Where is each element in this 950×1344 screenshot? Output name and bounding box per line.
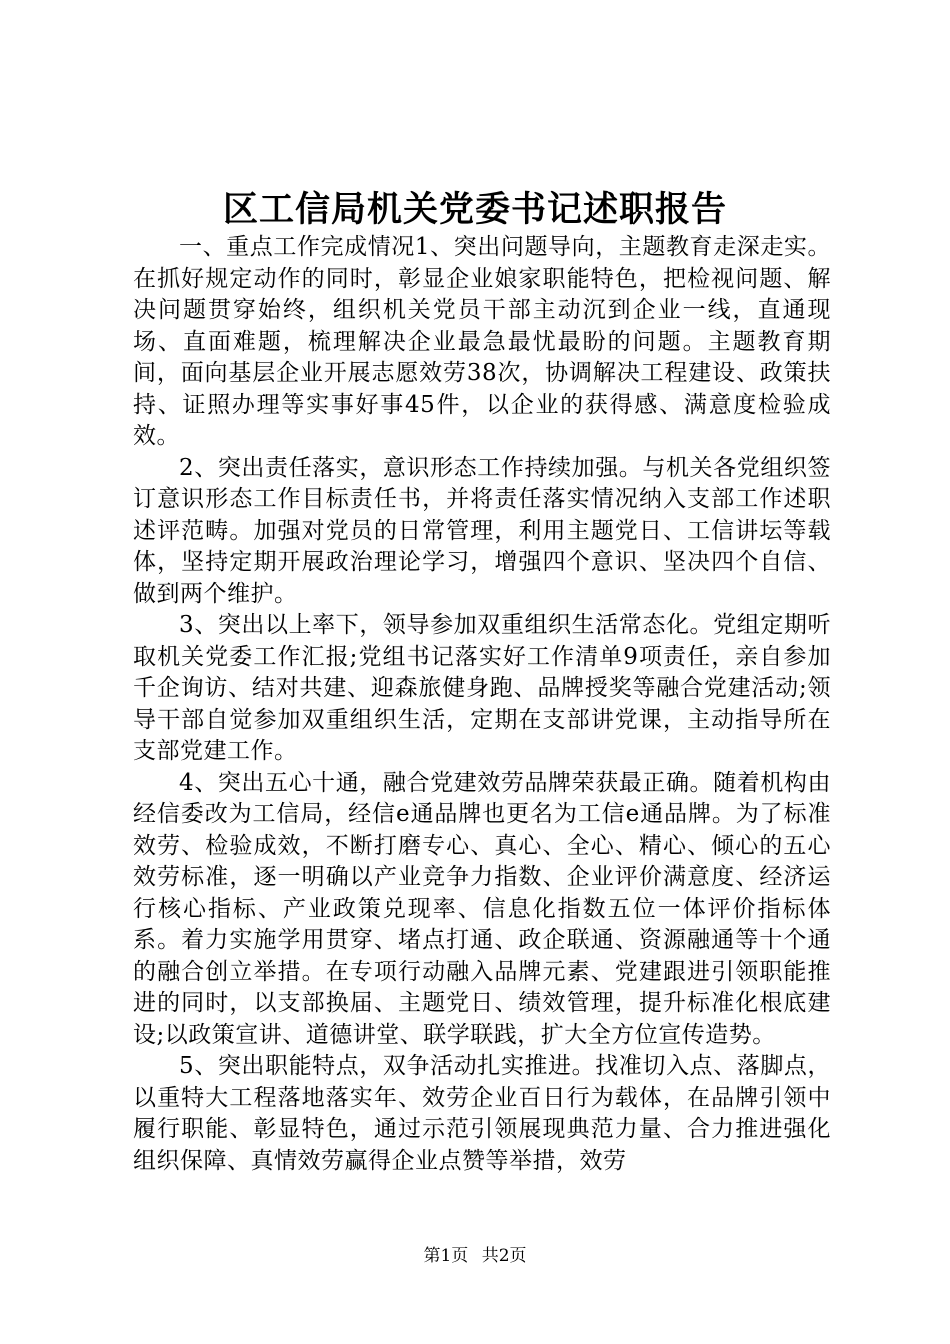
document-title: 区工信局机关党委书记述职报告 (222, 189, 727, 230)
paragraph-4: 4、突出五心十通，融合党建效劳品牌荣获最正确。随着机构由经信委改为工信局，经信e通品牌也更名为工信e通品牌。为了标准效劳、检验成效，不断打磨专心、真心、全心、精心、倾心的五心效劳标准，逐一明确以产业竞争力指数、企业评价满意度、经济运行核心指标、产业政策兑现率、信息化指数五位一体评价指标体系。着力实施学用贯穿、堵点打通、政企联通、资源融通等十个通的融合创立举措。在专项行动融入品牌元素、党建跟进引领职能推进的同时，以支部换届、主题党日、绩效管理，提升标准化根底建设;以政策宣讲、道德讲堂、联学联践，扩大全方位宣传造势。 (133, 769, 831, 1048)
paragraph-2: 2、突出责任落实，意识形态工作持续加强。与机关各党组织签订意识形态工作目标责任书，并将责任落实情况纳入支部工作述职述评范畴。加强对党员的日常管理，利用主题党日、工信讲坛等载体，坚持定期开展政治理论学习，增强四个意识、坚决四个自信、做到两个维护。 (133, 454, 831, 607)
page-number: 第1页 (423, 1246, 469, 1266)
paragraph-1: 一、重点工作完成情况1、突出问题导向，主题教育走深走实。在抓好规定动作的同时，彰显企业娘家职能特色，把检视问题、解决问题贯穿始终，组织机关党员干部主动沉到企业一线，直通现场、直面难题，梳理解决企业最急最忧最盼的问题。主题教育期间，面向基层企业开展志愿效劳38次，协调解决工程建设、政策扶持、证照办理等实事好事45件，以企业的获得感、满意度检验成效。 (133, 234, 831, 449)
page-total: 共2页 (481, 1246, 527, 1266)
paragraph-5: 5、突出职能特点，双争活动扎实推进。找准切入点、落脚点，以重特大工程落地落实年、效劳企业百日行为载体，在品牌引领中履行职能、彰显特色，通过示范引领展现典范力量、合力推进强化组织保障、真情效劳赢得企业点赞等举措，效劳 (133, 1053, 831, 1174)
page-footer (0, 1245, 950, 1267)
paragraph-3: 3、突出以上率下，领导参加双重组织生活常态化。党组定期听取机关党委工作汇报;党组书记落实好工作清单9项责任，亲自参加千企询访、结对共建、迎森旅健身跑、品牌授奖等融合党建活动;领导干部自觉参加双重组织生活，定期在支部讲党课，主动指导所在支部党建工作。 (133, 612, 831, 764)
document-body (133, 232, 831, 1177)
